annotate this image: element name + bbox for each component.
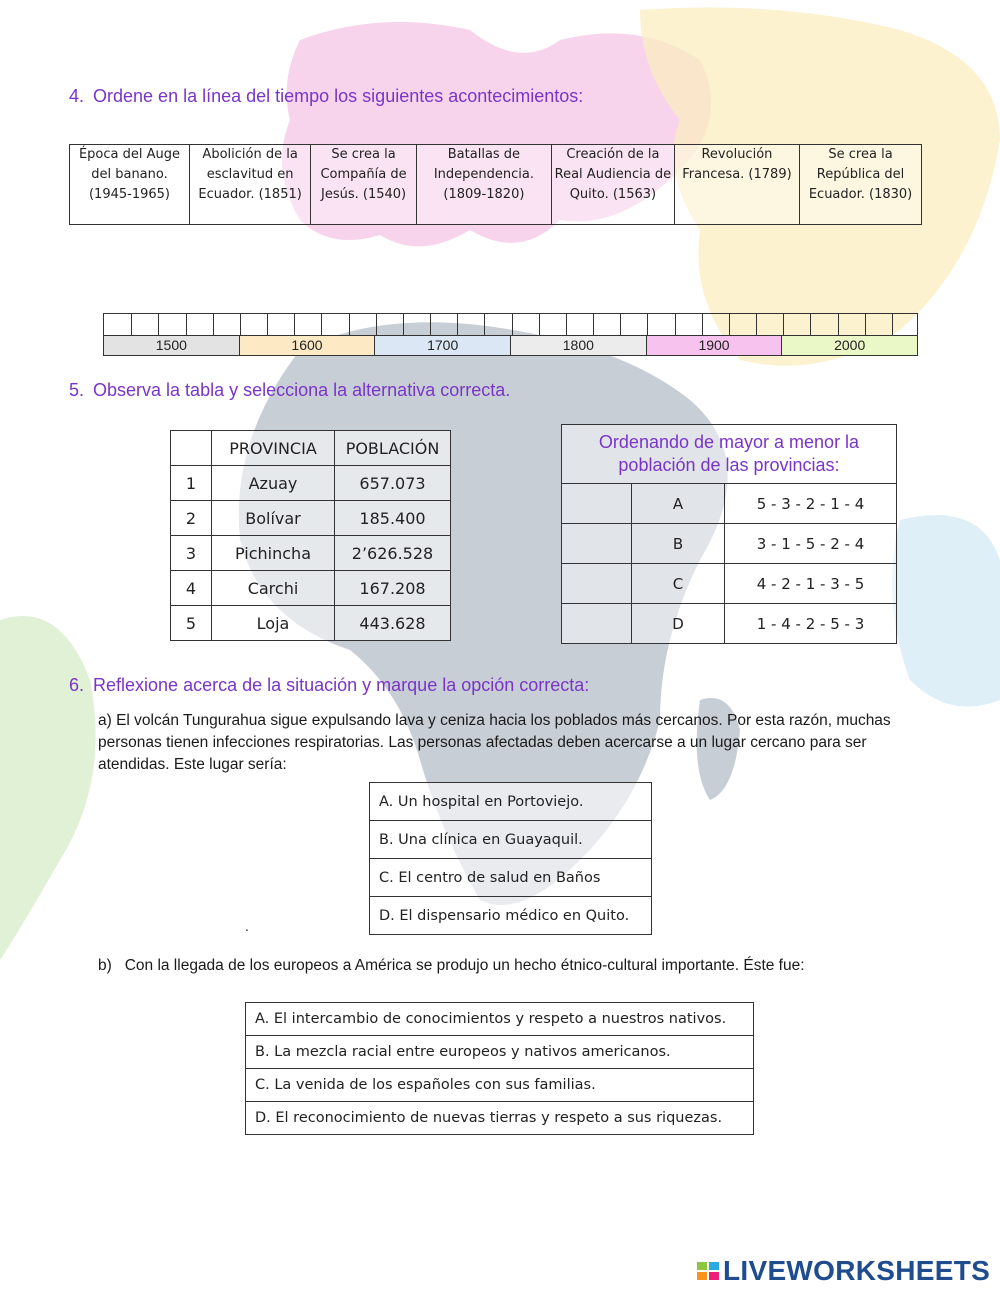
event-cell: Batallas de Independencia. (1809-1820): [416, 145, 551, 225]
option-sequence: 1 - 4 - 2 - 5 - 3: [725, 604, 897, 644]
australia-shape: [892, 515, 1000, 707]
timeline-tick: [512, 314, 513, 336]
province-name: Loja: [212, 606, 335, 641]
century-segment: 1500: [104, 336, 240, 355]
question-text: Observa la tabla y selecciona la alternativa correcta.: [93, 380, 511, 400]
header-population: POBLACIÓN: [335, 431, 451, 466]
order-option-row: [562, 604, 897, 644]
answer-box[interactable]: [562, 564, 632, 604]
timeline-tick: [566, 314, 567, 336]
timeline-tick: [240, 314, 241, 336]
answer-box[interactable]: [562, 524, 632, 564]
answer-option-row[interactable]: [246, 1069, 754, 1102]
province-row: [171, 606, 451, 641]
timeline-tick: [539, 314, 540, 336]
timeline-tick: [702, 314, 703, 336]
timeline-tick: [457, 314, 458, 336]
stray-mark: .: [245, 918, 249, 934]
timeline-tick: [430, 314, 431, 336]
province-name: Azuay: [212, 466, 335, 501]
timeline: [103, 313, 918, 356]
question-number: 4.: [69, 86, 85, 106]
option-sequence: 5 - 3 - 2 - 1 - 4: [725, 484, 897, 524]
timeline-tick: [783, 314, 784, 336]
question-6b-text: b) Con la llegada de los europeos a América se produjo un hecho étnico-cultural importante. Éste fue:: [98, 957, 805, 974]
province-row: [171, 571, 451, 606]
logo-square: [697, 1262, 707, 1270]
province-population: 657.073: [335, 466, 451, 501]
province-population: 2’626.528: [335, 536, 451, 571]
timeline-tick: [267, 314, 268, 336]
province-row: [171, 536, 451, 571]
century-segment: 2000: [782, 336, 917, 355]
province-header-row: [171, 431, 451, 466]
timeline-tick: [349, 314, 350, 336]
century-segment: 1600: [240, 336, 376, 355]
option-sequence: 4 - 2 - 1 - 3 - 5: [725, 564, 897, 604]
order-rows: [562, 484, 897, 644]
timeline-tick: [213, 314, 214, 336]
province-population: 185.400: [335, 501, 451, 536]
timeline-tick: [403, 314, 404, 336]
timeline-tick: [593, 314, 594, 336]
header-province: PROVINCIA: [212, 431, 335, 466]
answer-option[interactable]: C. El centro de salud en Baños: [370, 859, 652, 897]
event-cell: Revolución Francesa. (1789): [674, 145, 799, 225]
timeline-ticks: [103, 313, 918, 335]
answer-option-row[interactable]: [370, 859, 652, 897]
century-segment: 1900: [647, 336, 783, 355]
event-cell: Se crea la República del Ecuador. (1830): [800, 145, 922, 225]
question-5-title: [69, 380, 510, 401]
province-rows: [171, 466, 451, 641]
timeline-tick: [158, 314, 159, 336]
timeline-tick: [675, 314, 676, 336]
event-cell: Abolición de la esclavitud en Ecuador. (1851): [190, 145, 311, 225]
option-sequence: 3 - 1 - 5 - 2 - 4: [725, 524, 897, 564]
question-6a-text: a) El volcán Tungurahua sigue expulsando lava y ceniza hacia los poblados más cercanos. Por esta razón, muchas personas tienen infecciones respiratorias. Las personas afectadas deben acercarse a un lugar cercano para ser atendidas. Este lugar sería:: [98, 712, 891, 773]
answer-option[interactable]: A. El intercambio de conocimientos y respeto a nuestros nativos.: [246, 1003, 754, 1036]
question-4-title: [69, 86, 583, 107]
order-heading: Ordenando de mayor a menor la población de las provincias:: [562, 425, 897, 484]
answer-option[interactable]: B. La mezcla racial entre europeos y nativos americanos.: [246, 1036, 754, 1069]
logo-square: [709, 1272, 719, 1280]
question-text: Ordene en la línea del tiempo los siguientes acontecimientos:: [93, 86, 584, 106]
question-text: Reflexione acerca de la situación y marque la opción correcta:: [93, 675, 590, 695]
option-letter: D: [632, 604, 725, 644]
events-table: [69, 144, 922, 225]
liveworksheets-logo: [697, 1256, 990, 1286]
answer-option-row[interactable]: [370, 897, 652, 935]
event-cell: Se crea la Compañía de Jesús. (1540): [311, 145, 417, 225]
answer-option[interactable]: B. Una clínica en Guayaquil.: [370, 821, 652, 859]
header-blank: [171, 431, 212, 466]
province-index: 4: [171, 571, 212, 606]
province-name: Pichincha: [212, 536, 335, 571]
answer-option-row[interactable]: [370, 821, 652, 859]
logo-mark-icon: [697, 1262, 719, 1280]
timeline-tick: [729, 314, 730, 336]
order-option-row: [562, 524, 897, 564]
province-index: 2: [171, 501, 212, 536]
answer-option[interactable]: D. El reconocimiento de nuevas tierras y respeto a sus riquezas.: [246, 1102, 754, 1135]
answer-option-row[interactable]: [246, 1102, 754, 1135]
province-population: 167.208: [335, 571, 451, 606]
option-letter: A: [632, 484, 725, 524]
timeline-tick: [376, 314, 377, 336]
timeline-tick: [810, 314, 811, 336]
option-letter: C: [632, 564, 725, 604]
order-options-table: [561, 424, 897, 644]
timeline-tick: [294, 314, 295, 336]
answer-box[interactable]: [562, 604, 632, 644]
events-row: [70, 145, 922, 225]
timeline-tick: [620, 314, 621, 336]
province-population: 443.628: [335, 606, 451, 641]
province-row: [171, 501, 451, 536]
timeline-tick: [321, 314, 322, 336]
province-index: 3: [171, 536, 212, 571]
event-cell: Creación de la Real Audiencia de Quito. (1563): [551, 145, 674, 225]
question-6-title: [69, 675, 589, 696]
order-option-row: [562, 484, 897, 524]
question-number: 5.: [69, 380, 85, 400]
timeline-centuries: [103, 335, 918, 356]
order-option-row: [562, 564, 897, 604]
timeline-tick: [865, 314, 866, 336]
timeline-tick: [186, 314, 187, 336]
event-cell: Época del Auge del banano. (1945-1965): [70, 145, 190, 225]
century-segment: 1800: [511, 336, 647, 355]
option-letter: B: [632, 524, 725, 564]
province-row: [171, 466, 451, 501]
province-index: 1: [171, 466, 212, 501]
answer-option-row[interactable]: [370, 783, 652, 821]
province-name: Carchi: [212, 571, 335, 606]
answer-option[interactable]: A. Un hospital en Portoviejo.: [370, 783, 652, 821]
question-6b-options: [245, 1002, 754, 1135]
timeline-tick: [647, 314, 648, 336]
timeline-tick: [131, 314, 132, 336]
americas-shape: [0, 616, 96, 960]
century-segment: 1700: [375, 336, 511, 355]
province-index: 5: [171, 606, 212, 641]
timeline-tick: [484, 314, 485, 336]
logo-text: LIVEWORKSHEETS: [723, 1255, 991, 1286]
timeline-tick: [756, 314, 757, 336]
province-name: Bolívar: [212, 501, 335, 536]
answer-box[interactable]: [562, 484, 632, 524]
answer-option[interactable]: D. El dispensario médico en Quito.: [370, 897, 652, 935]
timeline-tick: [892, 314, 893, 336]
question-number: 6.: [69, 675, 85, 695]
province-table: [170, 430, 451, 641]
answer-option[interactable]: C. La venida de los españoles con sus familias.: [246, 1069, 754, 1102]
timeline-tick: [838, 314, 839, 336]
question-6a-options: [369, 782, 652, 935]
logo-square: [697, 1272, 707, 1280]
answer-option-row[interactable]: [246, 1003, 754, 1036]
answer-option-row[interactable]: [246, 1036, 754, 1069]
logo-square: [709, 1262, 719, 1270]
